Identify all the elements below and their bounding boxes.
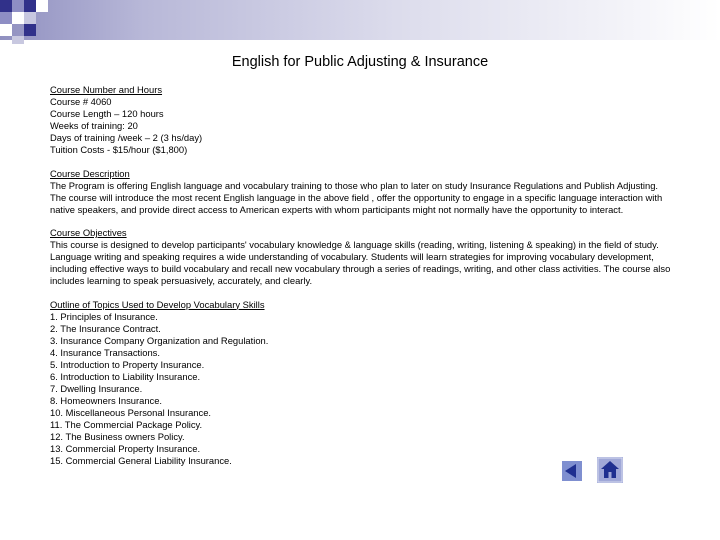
- decor-square: [0, 24, 12, 36]
- header-gradient-band: [0, 0, 720, 40]
- description-text: The Program is offering English language and vocabulary training to those who plan to later on study Insurance Regulations and Publish Adjusting. The course will introduce the most recent English language in the above field , offer the opportunity to engage in a specific language interaction with native speakers, and provide direct access to American experts with whom participants might not normally have the opportunity to interact.: [50, 179, 663, 215]
- home-button[interactable]: [597, 457, 623, 483]
- course-info-line: Days of training /week – 2 (3 hs/day): [50, 132, 203, 143]
- topic-item: 15. Commercial General Liability Insurance.: [50, 454, 232, 466]
- topic-item: 2. The Insurance Contract.: [50, 322, 161, 334]
- decor-square: [0, 12, 12, 24]
- decor-square: [24, 24, 36, 36]
- topic-item: 6. Introduction to Liability Insurance.: [50, 370, 201, 382]
- course-info-section: [50, 84, 675, 156]
- description-section: [50, 168, 675, 216]
- topic-item: 7. Dwelling Insurance.: [50, 382, 143, 394]
- slide-body: [50, 84, 675, 478]
- slide-title: English for Public Adjusting & Insurance: [231, 54, 489, 70]
- topic-item: 13. Commercial Property Insurance.: [50, 442, 201, 454]
- topic-item: 4. Insurance Transactions.: [50, 346, 160, 358]
- decor-square: [36, 0, 48, 12]
- decor-square: [0, 0, 12, 12]
- decor-square: [24, 0, 36, 12]
- previous-slide-button[interactable]: [562, 461, 582, 481]
- home-icon: [597, 457, 623, 483]
- course-info-line: Tuition Costs - $15/hour ($1,800): [50, 144, 188, 155]
- objectives-text: This course is designed to develop participants' vocabulary knowledge & language skills (reading, writing, listening & speaking) in the field of study. Language writing and speaking requires a wide understanding of vocabulary. Students will learn strategies for improving vocabulary development, including effective ways to build vocabulary and recall new vocabulary through a series of readings, writing, and other class activities. The course also includes learning to speak persuasively, accurately, and clearly.: [50, 239, 671, 286]
- objectives-heading: Course Objectives: [50, 227, 127, 238]
- decor-square: [12, 36, 24, 44]
- course-info-line: Course # 4060: [50, 96, 112, 107]
- description-heading: Course Description: [50, 167, 130, 179]
- topics-heading: Outline of Topics Used to Develop Vocabulary Skills: [50, 298, 265, 310]
- decor-square: [12, 0, 24, 12]
- topics-section: [50, 299, 675, 467]
- back-arrow-icon: [562, 461, 582, 481]
- course-info-heading: Course Number and Hours: [50, 84, 163, 95]
- objectives-section: [50, 227, 675, 287]
- course-info-line: Weeks of training: 20: [50, 120, 138, 131]
- topic-item: 3. Insurance Company Organization and Regulation.: [50, 334, 269, 346]
- topic-item: 5. Introduction to Property Insurance.: [50, 358, 205, 370]
- topic-item: 8. Homeowners Insurance.: [50, 394, 163, 406]
- topic-item: 11. The Commercial Package Policy.: [50, 418, 203, 430]
- topic-item: 10. Miscellaneous Personal Insurance.: [50, 406, 212, 418]
- topic-item: 12. The Business owners Policy.: [50, 430, 185, 442]
- decor-square: [24, 12, 36, 24]
- decor-square: [12, 12, 24, 24]
- course-info-line: Course Length – 120 hours: [50, 108, 164, 119]
- topic-item: 1. Principles of Insurance.: [50, 310, 158, 322]
